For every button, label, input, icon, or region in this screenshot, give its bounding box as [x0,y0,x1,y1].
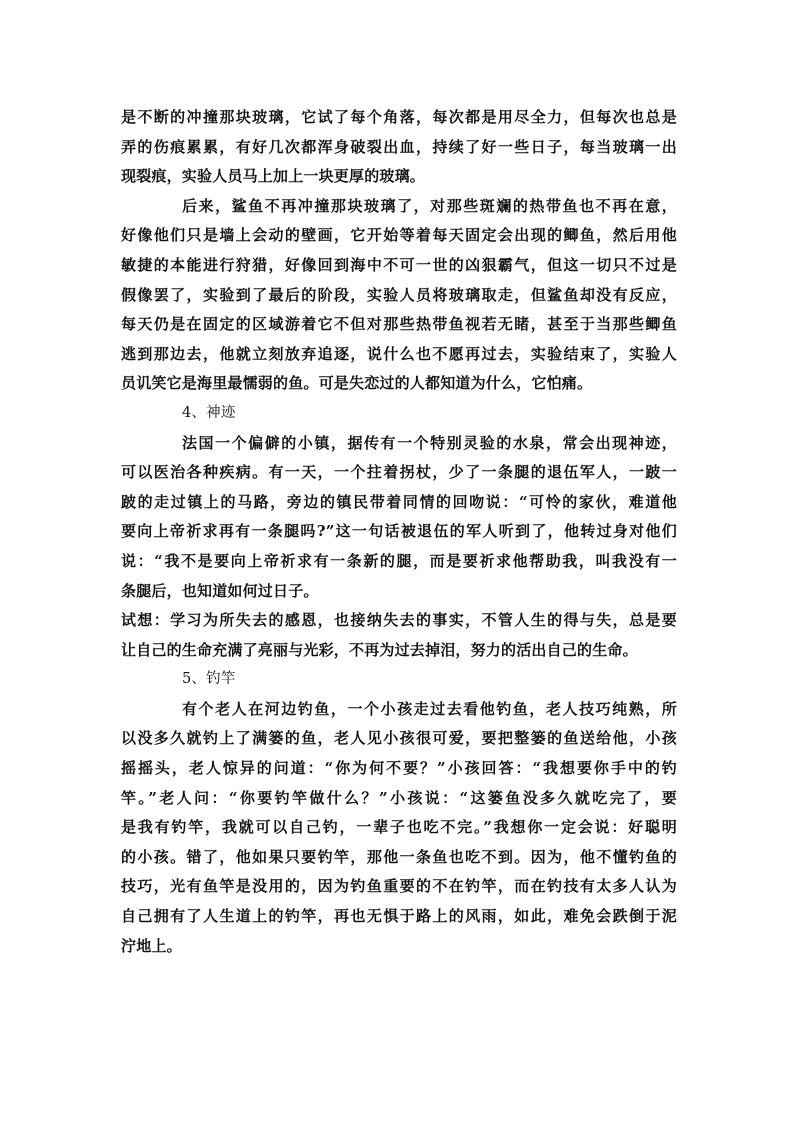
text-line: 敏捷的本能进行狩猎，好像回到海中不可一世的凶狠霸气，但这一切只不过是 [121,255,677,274]
text-line: 假像罢了，实验到了最后的阶段，实验人员将玻璃取走，但鲨鱼却没有反应， [121,285,677,304]
text-line: 弄的伤痕累累，有好几次都浑身破裂出血，持续了好一些日子，每当玻璃一出 [121,137,677,156]
text-line: 竿。”老人问：“你要钓竿做什么？”小孩说：“这篓鱼没多久就吃完了，要 [121,788,677,807]
document-body [121,103,677,961]
text-line: 是我有钓竿，我就可以自己钓，一辈子也吃不完。”我想你一定会说：好聪明 [121,818,677,837]
text-line: 是不断的冲撞那块玻璃，它试了每个角落，每次都是用尽全力，但每次也总是 [121,108,677,126]
text-line: 摇摇头，老人惊异的问道：“你为何不要？”小孩回答：“我想要你手中的钓 [121,759,677,778]
reflection-line: 试想：学习为所失去的感恩，也接纳失去的事实，不管人生的得与失，总是要 [121,611,677,630]
text-line: 好像他们只是墙上会动的壁画，它开始等着每天固定会出现的鲫鱼，然后用他 [121,226,677,245]
text-line: 条腿后，也知道如何过日子。 [121,581,319,600]
text-line: 员讥笑它是海里最懦弱的鱼。可是失恋过的人都知道为什么，它怕痛。 [121,374,593,393]
section-heading: 4、神迹 [182,404,236,421]
text-line: 说：“我不是要向上帝祈求有一条新的腿，而是要祈求他帮助我，叫我没有一 [121,551,677,570]
paragraph-first-line: 有个老人在河边钓鱼，一个小孩走过去看他钓鱼，老人技巧纯熟，所 [182,699,677,718]
text-line: 泞地上。 [121,936,182,955]
text-line: 的小孩。错了，他如果只要钓竿，那他一条鱼也吃不到。因为，他不懂钓鱼的 [121,847,677,866]
text-line: 要向上帝祈求再有一条腿吗?”这一句话被退伍的军人听到了，他转过身对他们 [121,522,677,541]
text-line: 逃到那边去，他就立刻放弃追逐，说什么也不愿再过去，实验结束了，实验人 [121,344,677,363]
reflection-line: 让自己的生命充满了亮丽与光彩，不再为过去掉泪，努力的活出自己的生命。 [121,640,638,659]
text-line: 以没多久就钓上了满篓的鱼，老人见小孩很可爱，要把整篓的鱼送给他，小孩 [121,729,677,748]
text-line: 现裂痕，实验人员马上加上一块更厚的玻璃。 [121,167,426,186]
text-line: 技巧，光有鱼竿是没用的，因为钓鱼重要的不在钓竿，而在钓技有太多人认为 [121,877,677,896]
text-line: 跛的走过镇上的马路，旁边的镇民带着同情的回吻说：“可怜的家伙，难道他 [121,492,677,511]
text-line: 可以医治各种疾病。有一天，一个拄着拐杖，少了一条腿的退伍军人，一跛一 [121,463,677,482]
text-line: 每天仍是在固定的区域游着它不但对那些热带鱼视若无睹，甚至于当那些鲫鱼 [121,315,677,334]
section-heading: 5、钓竿 [182,671,236,688]
text-line: 自己拥有了人生道上的钓竿，再也无惧于路上的风雨，如此，难免会跌倒于泥 [121,907,677,926]
paragraph-first-line: 后来，鲨鱼不再冲撞那块玻璃了，对那些斑斓的热带鱼也不再在意， [182,196,677,215]
paragraph-first-line: 法国一个偏僻的小镇，据传有一个特别灵验的水泉，常会出现神迹， [182,433,677,452]
